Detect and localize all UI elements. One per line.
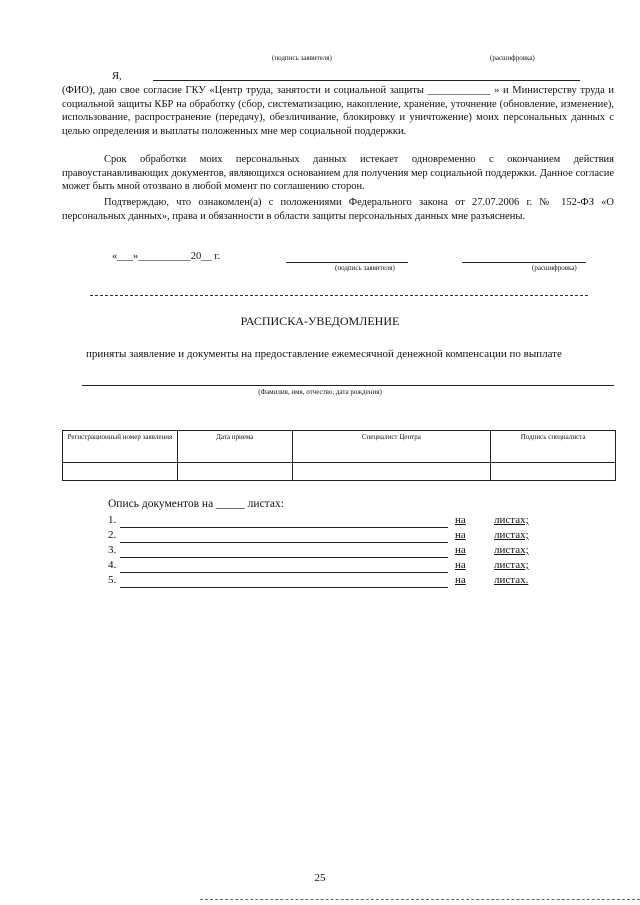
inventory-row	[108, 574, 538, 589]
consent-i: Я,	[112, 71, 122, 82]
applicant-signature-caption-top: (подпись заявителя)	[272, 54, 332, 62]
inventory-na: на	[455, 544, 466, 556]
confirm-paragraph: Подтверждаю, что ознакомлен(а) с положениями Федерального закона от 27.07.2006 г. № 152-ФЗ «О персональных данных», права и обязанности в области защиты персональных данных мне разъяснены.	[62, 197, 614, 222]
header-specialist: Специалист Центра	[292, 431, 491, 463]
term-paragraph: Срок обработки моих персональных данных истекает одновременно с окончанием действия правоустанавливающих документов, являющихся основанием для получения мер социальной поддержки. Данное согласие может быть мной отозвано в любой момент по соглашению сторон.	[62, 154, 614, 192]
consent-paragraph: (ФИО), даю свое согласие ГКУ «Центр труда, занятости и социальной защиты ____________ » и Министерству труда и социальной защиты КБР на обработку (сбор, систематизацию, накопление, хранение, уточнение (обновление, изменение), использование, распространение (передачу), обезличивание, блокировку и уничтожение) моих персональных данных с целью определения и выплаты положенных мне мер социальной поддержки.	[62, 85, 614, 137]
registration-table	[62, 430, 616, 481]
signature-line	[286, 262, 408, 263]
receipt-title: РАСПИСКА-УВЕДОМЛЕНИЕ	[240, 314, 400, 328]
cell-date[interactable]	[177, 463, 292, 481]
inventory-heading: Опись документов на _____ листах:	[108, 498, 284, 510]
inventory-num: 2.	[108, 529, 117, 541]
header-signature: Подпись специалиста	[491, 431, 616, 463]
header-reg-number: Регистрационный номер заявления	[63, 431, 178, 463]
inventory-row	[108, 544, 538, 559]
receipt-text: приняты заявление и документы на предоставление ежемесячной денежной компенсации по выплате	[86, 348, 562, 360]
inventory-line	[120, 587, 448, 588]
inventory-num: 1.	[108, 514, 117, 526]
inventory-na: на	[455, 514, 466, 526]
inventory-sheets: листах;	[494, 544, 529, 556]
inventory-na: на	[455, 529, 466, 541]
header-date: Дата приема	[177, 431, 292, 463]
inventory-na: на	[455, 574, 466, 586]
inventory-sheets: листах.	[494, 574, 529, 586]
inventory-num: 5.	[108, 574, 117, 586]
page-number: 25	[314, 872, 326, 884]
table-row	[63, 463, 616, 481]
inventory-sheets: листах;	[494, 514, 529, 526]
inventory-row	[108, 529, 538, 544]
inventory-line	[120, 572, 448, 573]
bottom-scan-edge	[200, 899, 640, 900]
inventory-row	[108, 559, 538, 574]
cut-line	[90, 295, 588, 296]
decoding-caption-top: (расшифровка)	[490, 54, 535, 62]
inventory-na: на	[455, 559, 466, 571]
inventory-sheets: листах;	[494, 559, 529, 571]
inventory-line	[120, 557, 448, 558]
inventory-num: 4.	[108, 559, 117, 571]
signature-caption: (подпись заявителя)	[335, 264, 395, 272]
cell-specialist[interactable]	[292, 463, 491, 481]
inventory-line	[120, 542, 448, 543]
inventory-num: 3.	[108, 544, 117, 556]
inventory-sheets: листах;	[494, 529, 529, 541]
fio-line	[153, 80, 580, 81]
date-field: «___»__________20__ г.	[112, 251, 221, 262]
decoding-line	[462, 262, 586, 263]
name-caption: (Фамилия, имя, отчество, дата рождения)	[258, 388, 382, 396]
inventory-line	[120, 527, 448, 528]
decoding-caption: (расшифровка)	[532, 264, 577, 272]
cell-reg-number[interactable]	[63, 463, 178, 481]
cell-signature[interactable]	[491, 463, 616, 481]
inventory-row	[108, 514, 538, 529]
table-header-row	[63, 431, 616, 463]
name-line	[82, 385, 614, 386]
